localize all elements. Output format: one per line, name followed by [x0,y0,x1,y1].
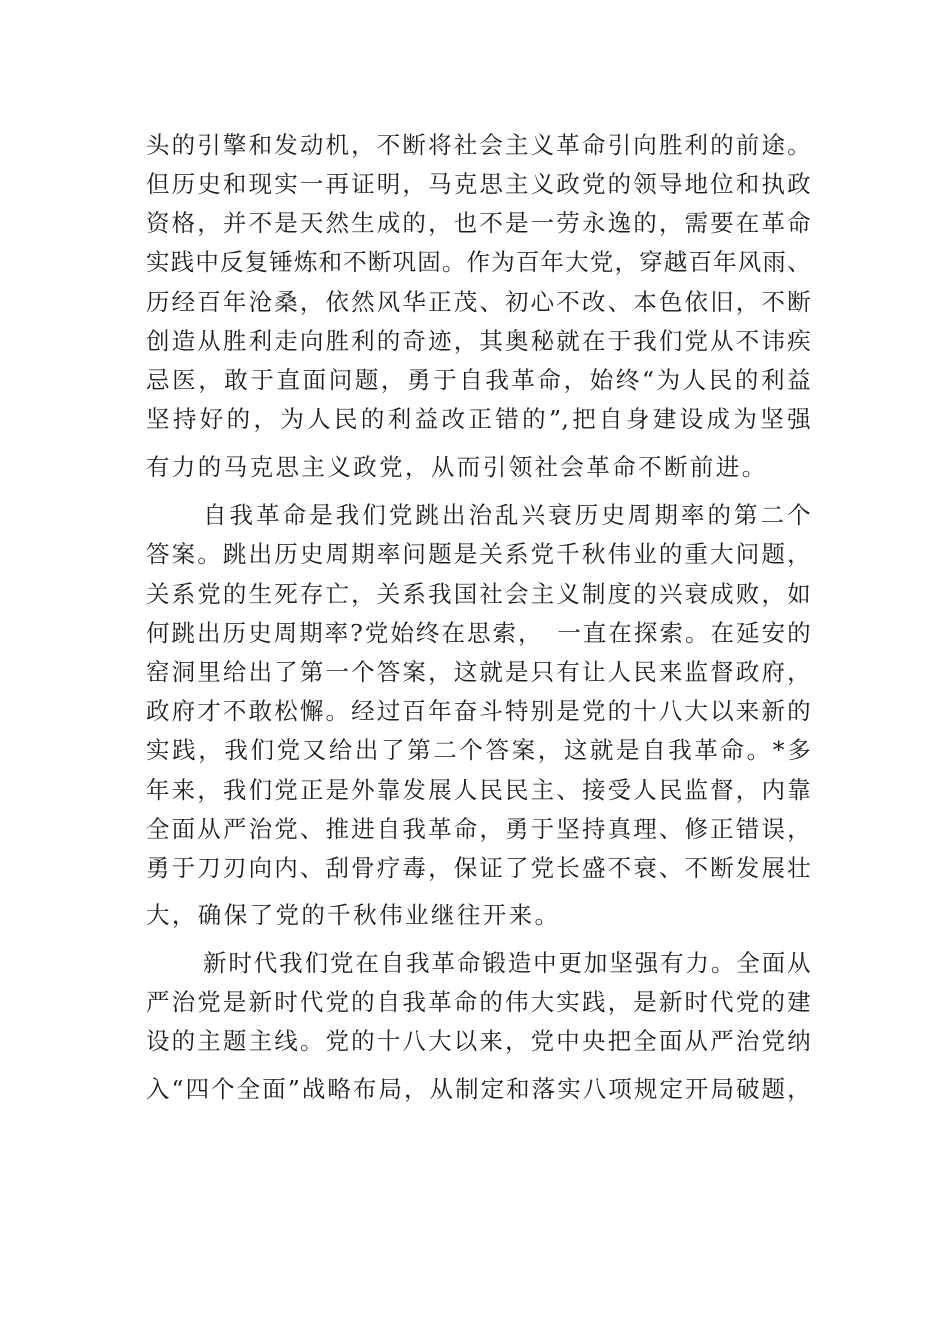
text-line: 严治党是新时代党的自我革命的伟大实践，是新时代党的建 [146,988,811,1016]
text-line: 入“四个全面”战略布局，从制定和落实八项规定开局破题， [146,1075,811,1103]
text-line: 全面从严治党、推进自我革命，勇于坚持真理、修正错误， [146,815,811,843]
text-line: 但历史和现实一再证明，马克思主义政党的领导地位和执政 [146,170,811,198]
text-line: 自我革命是我们党跳出治乱兴衰历史周期率的第二个 [203,501,811,529]
text-line: 实践，我们党又给出了第二个答案，这就是自我革命。*多 [146,736,811,764]
text-line: 历经百年沧桑，依然风华正茂、初心不改、本色依旧，不断 [146,288,811,316]
text-line: 何跳出历史周期率?党始终在思索， 一直在探索。在延安的 [146,619,811,647]
text-line: 忌医，敢于直面问题，勇于自我革命，始终“为人民的利益 [146,366,811,394]
text-line: 年来，我们党正是外靠发展人民民主、接受人民监督，内靠 [146,776,811,804]
text-line: 勇于刀刃向内、刮骨疗毒，保证了党长盛不衰、不断发展壮 [146,854,811,882]
text-line: 关系党的生死存亡，关系我国社会主义制度的兴衰成败，如 [146,580,811,608]
text-line: 坚持好的，为人民的利益改正错的”,把自身建设成为坚强 [146,405,811,433]
text-line: 有力的马克思主义政党，从而引领社会革命不断前进。 [146,453,768,481]
text-line: 新时代我们党在自我革命锻造中更加坚强有力。全面从 [203,949,811,977]
text-line: 设的主题主线。党的十八大以来，党中央把全面从严治党纳 [146,1027,811,1055]
text-line: 答案。跳出历史周期率问题是关系党千秋伟业的重大问题， [146,540,811,568]
text-line: 创造从胜利走向胜利的奇迹，其奥秘就在于我们党从不讳疾 [146,327,811,355]
text-line: 头的引擎和发动机，不断将社会主义革命引向胜利的前途。 [146,131,811,159]
text-line: 实践中反复锤炼和不断巩固。作为百年大党，穿越百年风雨、 [146,248,811,276]
text-line: 大，确保了党的千秋伟业继往开来。 [146,901,561,929]
text-line: 资格，并不是天然生成的，也不是一劳永逸的，需要在革命 [146,209,811,237]
text-line: 政府才不敢松懈。经过百年奋斗特别是党的十八大以来新的 [146,697,811,725]
text-line: 窑洞里给出了第一个答案，这就是只有让人民来监督政府， [146,658,811,686]
